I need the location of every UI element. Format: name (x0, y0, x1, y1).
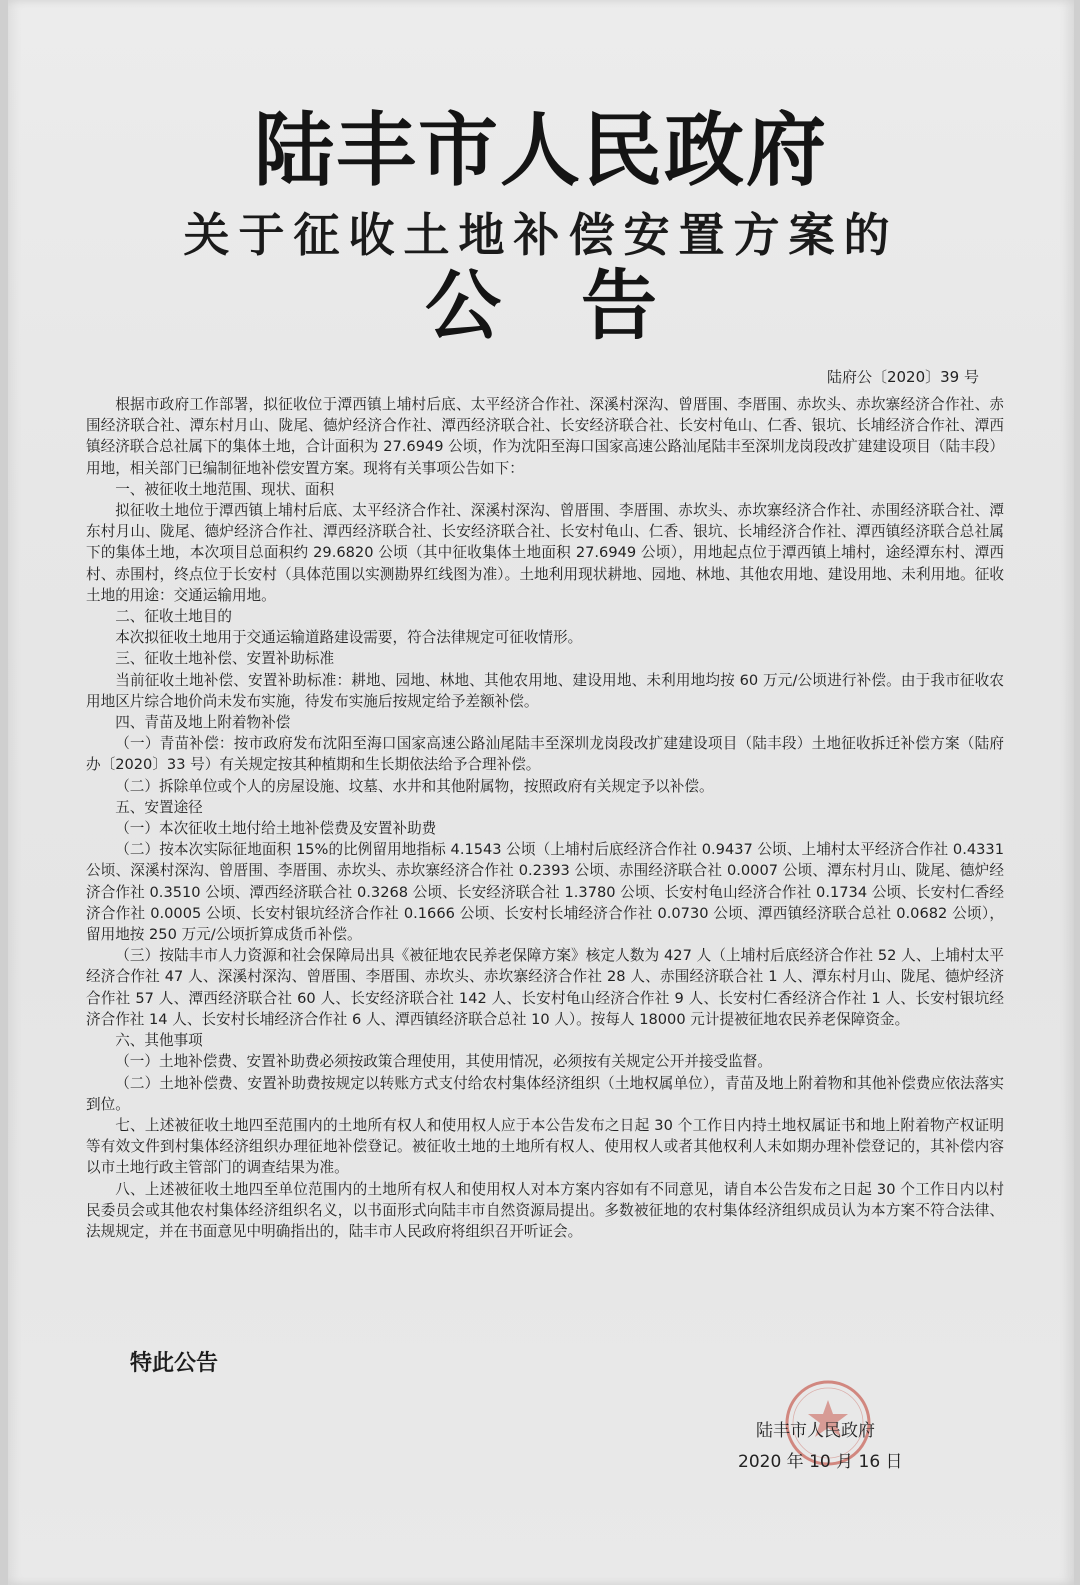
section-heading-3: 三、征收土地补偿、安置补助标准 (115, 650, 335, 668)
body-paragraph: （一）青苗补偿：按市政府发布沈阳至海口国家高速公路汕尾陆丰至深圳龙岗段改扩建建设项目（陆丰段）土地征收拆迁补偿方案（陆府办〔2020〕33 号）有关规定按其种植期和生长期依法给予合理补偿。 (86, 735, 1004, 774)
body-paragraph: （三）按陆丰市人力资源和社会保障局出具《被征地农民养老保障方案》核定人数为 427 人（上埔村后底经济合作社 52 人、上埔村太平经济合作社 47 人、深溪村深沟、曾厝围、李厝围、赤坎头、赤坎寨经济合作社 28 人、赤围经济联合社 1 人、潭东村月山、陇尾、德炉经济合作社 57 人、潭西经济联合社 60 人、长安经济联合社 142 人、长安村龟山经济合作社 9 人、长安村仁香经济合作社 1 人、长安村银坑经济合作社 14 人、长安村长埔经济合作社 6 人、潭西镇经济联合总社 10 人）。按每人 18000 元计提被征地农民养老保障资金。 (86, 947, 1004, 1028)
body-paragraph: 本次拟征收土地用于交通运输道路建设需要，符合法律规定可征收情形。 (115, 629, 583, 647)
body-paragraph: （一）土地补偿费、安置补助费必须按政策合理使用，其使用情况，必须按有关规定公开并接受监督。 (115, 1053, 772, 1071)
body-paragraph-section-7: 七、上述被征收土地四至范围内的土地所有权人和使用权人应于本公告发布之日起 30 个工作日内持土地权属证书和地上附着物产权证明等有效文件到村集体经济组织办理征地补偿登记。被征收土地的土地所有权人、使用权人或者其他权利人未如期办理补偿登记的，其补偿内容以市土地行政主管部门的调查结果为准。 (86, 1116, 1004, 1177)
section-heading-6: 六、其他事项 (115, 1032, 203, 1050)
section-heading-4: 四、青苗及地上附着物补偿 (115, 714, 291, 732)
body-paragraph-intro: 根据市政府工作部署，拟征收位于潭西镇上埔村后底、太平经济合作社、深溪村深沟、曾厝围、李厝围、赤坎头、赤坎寨经济合作社、赤围经济联合社、潭东村月山、陇尾、德炉经济合作社、潭西经济联合社、长安经济联合社、长安村龟山、仁香、银坑、长埔经济合作社、潭西镇经济联合总社属下的集体土地，合计面积为 27.6949 公顷，作为沈阳至海口国家高速公路汕尾陆丰至深圳龙岗段改扩建建设项目（陆丰段）用地，相关部门已编制征地补偿安置方案。现将有关事项公告如下： (86, 396, 1004, 477)
document-number: 陆府公〔2020〕39 号 (826, 368, 979, 386)
signature-date: 2020 年 10 月 16 日 (738, 1452, 903, 1472)
closing-phrase: 特此公告 (130, 1350, 219, 1376)
section-heading-5: 五、安置途径 (115, 798, 203, 816)
body-paragraph-section-8: 八、上述被征收土地四至单位范围内的土地所有权人和使用权人对本方案内容如有不同意见，请自本公告发布之日起 30 个工作日内以村民委员会或其他农村集体经济组织名义，以书面形式向陆丰市自然资源局提出。多数被征地的农村集体经济组织成员认为本方案不符合法律、法规规定，并在书面意见中明确指出的，陆丰市人民政府将组织召开听证会。 (86, 1180, 1004, 1240)
section-heading-2: 二、征收土地目的 (115, 608, 232, 626)
notice-body (86, 394, 1004, 1242)
body-paragraph: 拟征收土地位于潭西镇上埔村后底、太平经济合作社、深溪村深沟、曾厝围、李厝围、赤坎头、赤坎寨经济合作社、赤围经济联合社、潭东村月山、陇尾、德炉经济合作社、潭西经济联合社、长安经济联合社、长安村龟山、仁香、银坑、长埔经济合作社、潭西镇经济联合总社属下的集体土地，本次项目总面积约 29.6820 公顷（其中征收集体土地面积 27.6949 公顷），用地起点位于潭西镇上埔村，途经潭东村、潭西村、赤围村，终点位于长安村（具体范围以实测勘界红线图为准）。土地利用现状耕地、园地、林地、其他农用地、建设用地、未利用地。征收土地的用途：交通运输用地。 (86, 502, 1004, 604)
body-paragraph: 当前征收土地补偿、安置补助标准：耕地、园地、林地、其他农用地、建设用地、未利用地均按 60 万元/公顷进行补偿。由于我市征收农用地区片综合地价尚未发布实施，待发布实施后按规定给予差额补偿。 (86, 671, 1004, 710)
notice-title-sub: 关于征收土地补偿安置方案的 (183, 208, 899, 262)
signature-organization: 陆丰市人民政府 (756, 1421, 875, 1441)
body-paragraph: （二）按本次实际征地面积 15%的比例留用地指标 4.1543 公顷（上埔村后底经济合作社 0.9437 公顷、上埔村太平经济合作社 0.4331 公顷、深溪村深沟、曾厝围、李厝围、赤坎头、赤坎寨经济合作社 0.2393 公顷、赤围经济联合社 0.0007 公顷、潭东村月山、陇尾、德炉经济合作社 0.3510 公顷、潭西经济联合社 0.3268 公顷、长安经济联合社 1.3780 公顷、长安村龟山经济合作社 0.1734 公顷、长安村仁香经济合作社 0.0005 公顷、长安村银坑经济合作社 0.1666 公顷、长安村长埔经济合作社 0.0730 公顷、潭西镇经济联合总社 0.0682 公顷），留用地按 250 万元/公顷折算成货币补偿。 (86, 841, 1004, 944)
section-heading-1: 一、被征收土地范围、现状、面积 (115, 480, 335, 498)
body-paragraph: （二）拆除单位或个人的房屋设施、坟墓、水井和其他附属物，按照政府有关规定予以补偿。 (115, 777, 714, 795)
body-paragraph: （一）本次征收土地付给土地补偿费及安置补助费 (115, 820, 437, 838)
notice-paper (8, 0, 1074, 1585)
notice-title-word: 公告 (425, 261, 737, 350)
body-paragraph: （二）土地补偿费、安置补助费按规定以转账方式支付给农村集体经济组织（土地权属单位），青苗及地上附着物和其他补偿费应依法落实到位。 (86, 1074, 1004, 1113)
notice-title-main: 陆丰市人民政府 (254, 103, 828, 197)
